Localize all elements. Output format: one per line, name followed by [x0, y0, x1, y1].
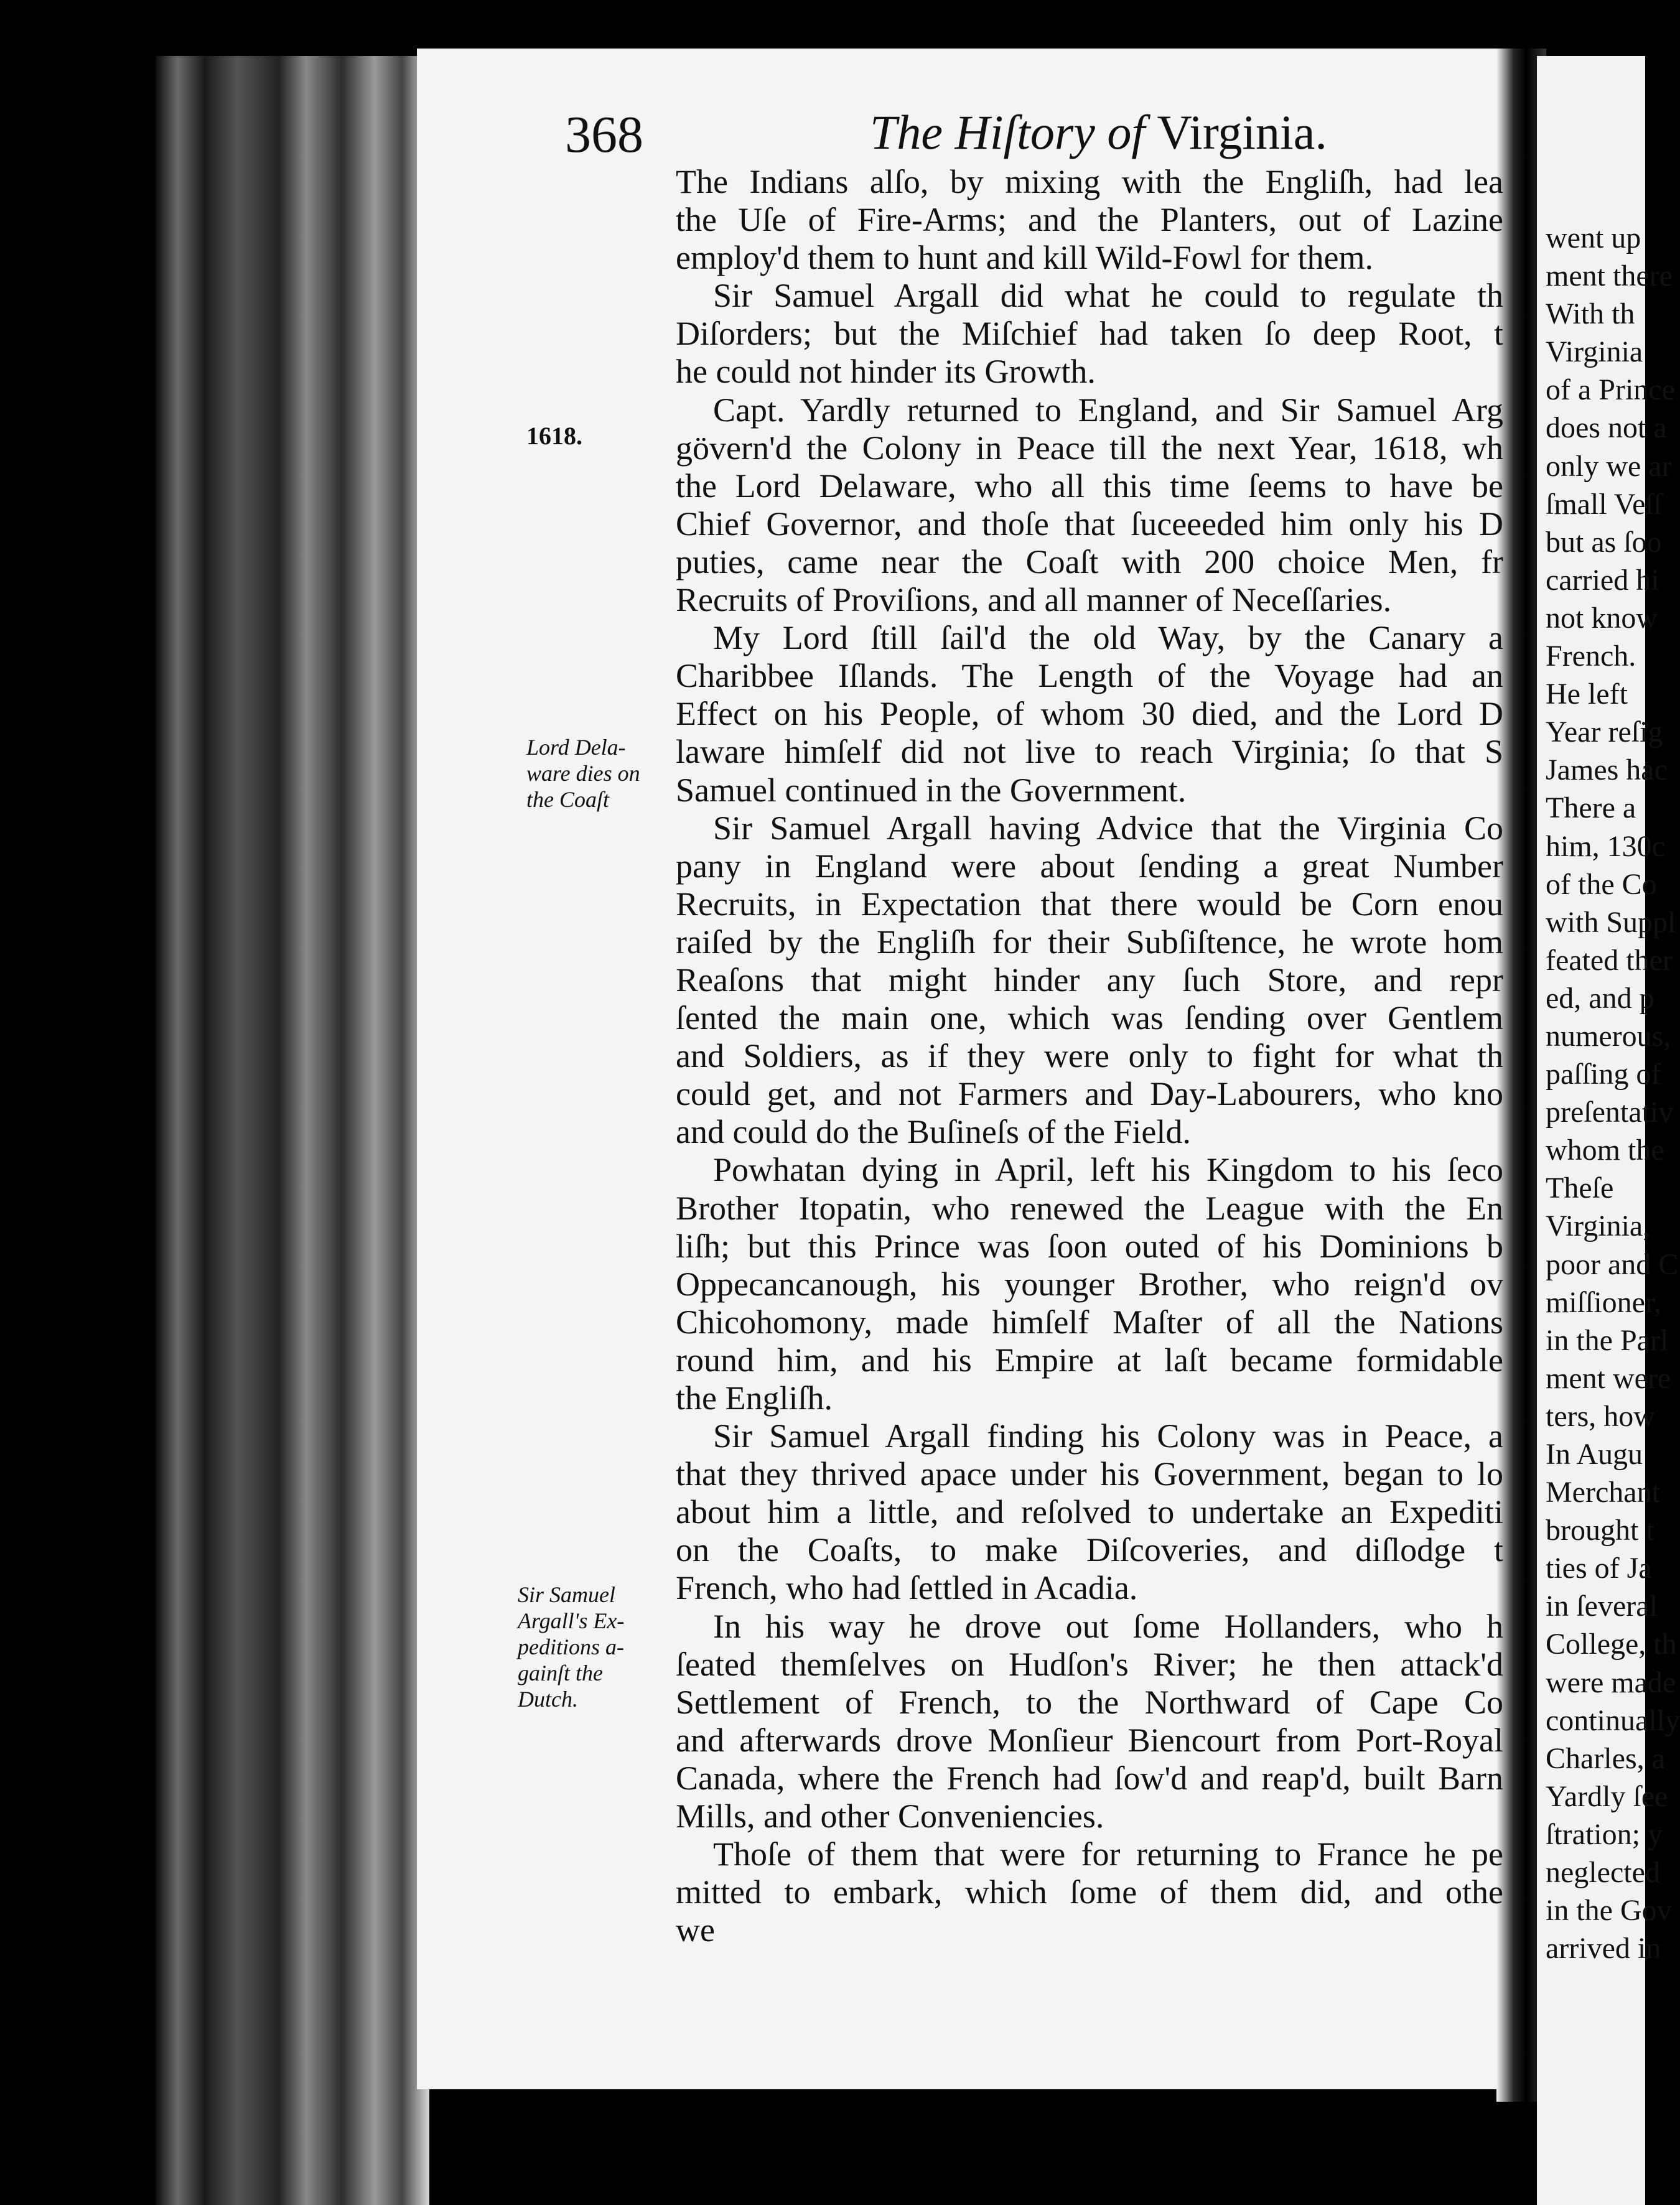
- body-line: the Lord Delaware, who all this time ſeems to have be: [676, 467, 1503, 505]
- facing-page-line: ſmall Veſſ: [1546, 487, 1663, 521]
- body-line: Recruits of Proviſions, and all manner of Neceſſaries.: [676, 581, 1392, 619]
- facing-page-line: brought t: [1546, 1514, 1654, 1547]
- margin-note-delaware: Lord Dela- ware dies on the Coaſt: [526, 735, 640, 812]
- body-line: he could not hinder its Growth.: [676, 353, 1096, 391]
- body-line: Sir Samuel Argall finding his Colony was in Peace, a: [713, 1417, 1503, 1455]
- facing-page-line: miſſioner,: [1546, 1285, 1662, 1319]
- facing-page-line: but as ſoo: [1546, 525, 1662, 559]
- facing-page-line: numerous,: [1546, 1019, 1671, 1053]
- body-line: gövern'd the Colony in Peace till the next Year, 1618, wh: [676, 429, 1503, 467]
- facing-page-line: in the Parl: [1546, 1323, 1669, 1357]
- body-line: pany in England were about ſending a great Number: [676, 847, 1503, 885]
- facing-page-line: continually: [1546, 1704, 1680, 1737]
- facing-page-line: Virginia: [1546, 335, 1643, 369]
- book-gutter: [156, 56, 429, 2205]
- facing-page-line: whom the: [1546, 1134, 1664, 1167]
- facing-page-line: ters, how: [1546, 1399, 1655, 1433]
- body-line: French, who had ſettled in Acadia.: [676, 1569, 1138, 1607]
- facing-page-line: French.: [1546, 640, 1636, 673]
- body-line: about him a little, and reſolved to undertake an Expediti: [676, 1493, 1503, 1531]
- facing-page-line: In Augu: [1546, 1438, 1643, 1471]
- running-head-roman: Virginia.: [1157, 105, 1327, 159]
- facing-page-line: with Suppl: [1546, 905, 1676, 939]
- body-line: Diſorders; but the Miſchief had taken ſo deep Root, t: [676, 315, 1503, 353]
- body-line: Sir Samuel Argall having Advice that the Virginia Co: [713, 809, 1503, 847]
- facing-page-line: Virginia,: [1546, 1210, 1651, 1243]
- body-line: Capt. Yardly returned to England, and Sir Samuel Arg: [713, 391, 1503, 429]
- body-line: mitted to embark, which ſome of them did, and othe: [676, 1873, 1503, 1911]
- facing-page-text: [1537, 219, 1680, 2036]
- body-line: raiſed by the Engliſh for their Subſiſtence, he wrote hom: [676, 923, 1503, 961]
- facing-page-line: ment there: [1546, 259, 1673, 293]
- body-line: Oppecancanough, his younger Brother, who reign'd ov: [676, 1265, 1503, 1303]
- facing-page: [1537, 56, 1680, 2205]
- body-line: Mills, and other Conveniencies.: [676, 1797, 1104, 1835]
- body-line: we: [676, 1911, 715, 1949]
- facing-page-line: only we ar: [1546, 449, 1672, 483]
- body-line: Chief Governor, and thoſe that ſuceeeded him only his D: [676, 505, 1503, 543]
- facing-page-line: of a Prince: [1546, 373, 1675, 407]
- body-line: My Lord ſtill ſail'd the old Way, by the Canary a: [713, 619, 1503, 657]
- body-line: round him, and his Empire at laſt became formidable: [676, 1341, 1503, 1379]
- facing-page-line: ed, and p: [1546, 981, 1654, 1015]
- facing-page-line: does not a: [1546, 411, 1667, 445]
- facing-page-line: were made: [1546, 1666, 1676, 1699]
- body-line: employ'd them to hunt and kill Wild-Fowl for them.: [676, 239, 1373, 277]
- body-line: Charibbee Iſlands. The Length of the Voyage had an: [676, 657, 1503, 695]
- facing-page-line: feated ther: [1546, 943, 1673, 977]
- facing-page-line: Yardly ſee: [1546, 1779, 1668, 1813]
- body-text: [676, 163, 1503, 1949]
- facing-page-line: There a: [1546, 791, 1636, 825]
- body-line: In his way he drove out ſome Hollanders, who h: [713, 1607, 1503, 1645]
- facing-page-line: ment were: [1546, 1361, 1671, 1395]
- body-line: Chicohomony, made himſelf Maſter of all the Nations: [676, 1303, 1503, 1341]
- facing-page-line: not know: [1546, 601, 1658, 635]
- facing-page-line: went up: [1546, 221, 1641, 254]
- body-line: Samuel continued in the Government.: [676, 771, 1187, 809]
- facing-page-line: arrived in: [1546, 1932, 1661, 1965]
- body-line: Settlement of French, to the Northward of Cape Co: [676, 1683, 1503, 1721]
- body-line: Reaſons that might hinder any ſuch Store, and repr: [676, 961, 1503, 999]
- margin-note-year: 1618.: [526, 422, 582, 450]
- body-line: Thoſe of them that were for returning to France he pe: [713, 1835, 1503, 1873]
- page-number: 368: [565, 106, 643, 164]
- running-head-italic: The Hiſtory of: [870, 105, 1145, 159]
- body-line: that they thrived apace under his Government, began to lo: [676, 1455, 1503, 1493]
- facing-page-line: paſſing of: [1546, 1058, 1661, 1091]
- facing-page-line: James hac: [1546, 753, 1668, 787]
- facing-page-line: him, 130c: [1546, 829, 1665, 863]
- body-line: the Engliſh.: [676, 1379, 833, 1417]
- facing-page-line: ties of Ja: [1546, 1552, 1652, 1585]
- facing-page-line: He left: [1546, 678, 1628, 711]
- body-line: and could do the Buſineſs of the Field.: [676, 1113, 1191, 1151]
- facing-page-line: in ſeveral: [1546, 1590, 1658, 1623]
- facing-page-line: in the Gov: [1546, 1894, 1672, 1928]
- margin-note-argall: Sir Samuel Argall's Ex- peditions a- gainſt the Dutch.: [518, 1582, 625, 1712]
- facing-page-line: With th: [1546, 297, 1635, 331]
- page-header: [565, 105, 1473, 167]
- body-line: ſeated themſelves on Hudſon's River; he then attack'd: [676, 1645, 1503, 1683]
- body-line: The Indians alſo, by mixing with the Engliſh, had lea: [676, 163, 1503, 200]
- body-line: Recruits, in Expectation that there would be Corn enou: [676, 885, 1503, 923]
- body-line: and afterwards drove Monſieur Biencourt from Port-Royal: [676, 1721, 1503, 1759]
- body-line: Brother Itopatin, who renewed the League with the En: [676, 1189, 1503, 1227]
- facing-page-line: of the Co: [1546, 867, 1657, 901]
- body-line: liſh; but this Prince was ſoon outed of his Dominions b: [676, 1227, 1503, 1265]
- body-line: Canada, where the French had ſow'd and reap'd, built Barn: [676, 1759, 1503, 1797]
- body-line: ſented the main one, which was ſending over Gentlem: [676, 999, 1503, 1037]
- body-line: on the Coaſts, to make Diſcoveries, and diſlodge t: [676, 1531, 1503, 1569]
- body-line: the Uſe of Fire-Arms; and the Planters, out of Lazine: [676, 201, 1503, 239]
- facing-page-line: Year reſig: [1546, 716, 1663, 749]
- facing-page-line: preſentativ: [1546, 1096, 1674, 1129]
- facing-page-line: Merchant: [1546, 1476, 1660, 1509]
- facing-page-line: ſtration; y: [1546, 1817, 1663, 1851]
- facing-page-line: Charles, a: [1546, 1741, 1665, 1775]
- facing-page-line: carried hi: [1546, 563, 1659, 597]
- facing-page-line: poor and C: [1546, 1247, 1679, 1281]
- running-head: [870, 105, 1327, 161]
- body-line: Effect on his People, of whom 30 died, and the Lord D: [676, 695, 1503, 733]
- body-line: could get, and not Farmers and Day-Labourers, who kno: [676, 1075, 1503, 1113]
- facing-page-line: Theſe: [1546, 1172, 1614, 1205]
- facing-page-line: College, th: [1546, 1628, 1677, 1661]
- body-line: laware himſelf did not live to reach Virginia; ſo that S: [676, 733, 1503, 771]
- facing-page-line: neglected: [1546, 1856, 1660, 1890]
- body-line: Powhatan dying in April, left his Kingdom to his ſeco: [713, 1151, 1503, 1189]
- body-line: Sir Samuel Argall did what he could to regulate th: [713, 277, 1503, 315]
- body-line: puties, came near the Coaſt with 200 choice Men, fr: [676, 543, 1503, 580]
- body-line: and Soldiers, as if they were only to fight for what th: [676, 1037, 1503, 1075]
